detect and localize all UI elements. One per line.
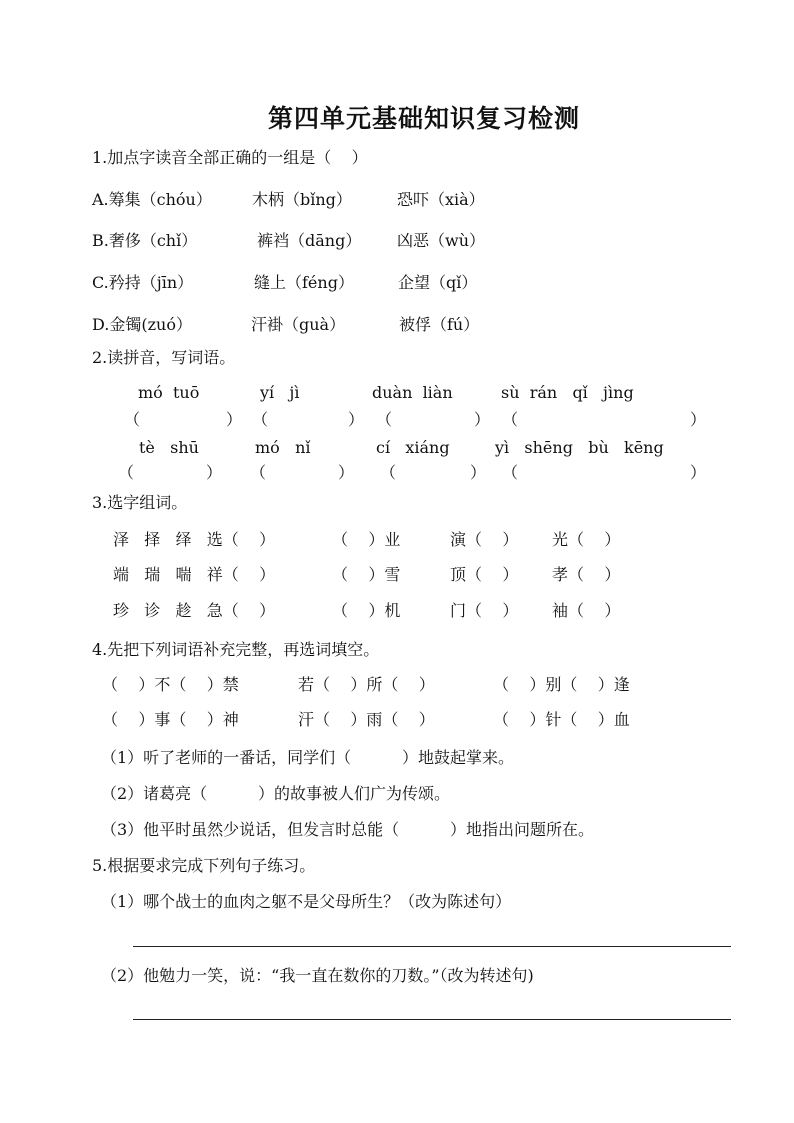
pinyin-duanlian: duàn liàn — [372, 383, 453, 402]
answer-box-2-close: ） — [348, 410, 365, 429]
q4-idiom-5: 汗（ ）雨（ ） — [298, 710, 435, 729]
answer-box-2-open: （ — [252, 410, 269, 429]
q1-option-a-1: A.筹集（chóu） — [92, 190, 212, 209]
answer-box-8-close: ） — [690, 463, 707, 482]
pinyin-motuo: mó tuō — [138, 383, 200, 402]
q1-option-b-2: 裤裆（dāng） — [257, 231, 362, 250]
question-4-stem: 4.先把下列词语补充完整，再选词填空。 — [92, 640, 380, 659]
q3-row1-chars: 泽 择 绎 选（ ） — [113, 530, 276, 549]
q1-option-d-3: 被俘（fú） — [399, 315, 480, 334]
answer-box-6-open: （ — [250, 463, 267, 482]
question-2-stem: 2.读拼音，写词语。 — [92, 348, 236, 367]
q1-option-d-1: D.金镯(zuó） — [92, 315, 192, 334]
answer-box-7-open: （ — [380, 463, 397, 482]
q1-option-c-1: C.矜持（jīn） — [92, 273, 194, 292]
answer-box-1-open: （ — [124, 410, 141, 429]
pinyin-suranqijing: sù rán qǐ jìng — [501, 383, 634, 402]
answer-box-6-close: ） — [338, 463, 355, 482]
q3-row2-blank4: 孝（ ） — [552, 565, 621, 584]
question-5-stem: 5.根据要求完成下列句子练习。 — [92, 856, 316, 875]
q3-row3-blank3: 门（ ） — [450, 601, 519, 620]
answer-box-4-close: ） — [690, 410, 707, 429]
q1-option-d-2: 汗褂（guà） — [251, 315, 346, 334]
pinyin-cixiang: cí xiáng — [376, 438, 450, 457]
q4-idiom-2: 若（ ）所（ ） — [298, 675, 435, 694]
answer-box-4-open: （ — [502, 410, 519, 429]
q5-item-2: （2）他勉力一笑，说：“我一直在数你的刀数。”（改为转述句) — [101, 966, 534, 985]
answer-box-5-close: ） — [206, 463, 223, 482]
question-3-stem: 3.选字组词。 — [92, 493, 188, 512]
pinyin-yishengbukeng: yì shēng bù kēng — [495, 438, 664, 457]
answer-box-8-open: （ — [502, 463, 519, 482]
q3-row1-blank4: 光（ ） — [552, 530, 621, 549]
q3-row1-blank3: 演（ ） — [450, 530, 519, 549]
q1-option-c-2: 缝上（féng） — [254, 273, 354, 292]
q1-option-a-3: 恐吓（xià） — [397, 190, 485, 209]
answer-box-1-close: ） — [226, 410, 243, 429]
pinyin-teshu: tè shū — [139, 438, 199, 457]
question-1-stem: 1.加点字读音全部正确的一组是（ ） — [92, 148, 368, 167]
q4-idiom-6: （ ）针（ ）血 — [493, 710, 630, 729]
q3-row2-chars: 端 瑞 喘 祥（ ） — [113, 565, 276, 584]
q4-idiom-4: （ ）事（ ）神 — [102, 710, 239, 729]
q4-idiom-3: （ ）别（ ）逢 — [493, 675, 630, 694]
answer-box-5-open: （ — [118, 463, 135, 482]
q1-option-b-1: B.奢侈（chǐ） — [92, 231, 198, 250]
q1-option-c-3: 企望（qǐ） — [398, 273, 478, 292]
page-title: 第四单元基础知识复习检测 — [268, 104, 581, 133]
q3-row2-blank2: （ ）雪 — [332, 565, 401, 584]
q4-sentence-1: （1）听了老师的一番话，同学们（ ）地鼓起掌来。 — [101, 748, 515, 767]
q4-sentence-3: （3）他平时虽然少说话，但发言时总能（ ）地指出问题所在。 — [101, 820, 595, 839]
pinyin-moni: mó nǐ — [255, 438, 311, 457]
q5-item-1: （1）哪个战士的血肉之躯不是父母所生？（改为陈述句） — [101, 892, 512, 911]
q5-answer-line-2 — [133, 1019, 731, 1020]
q3-row3-blank4: 袖（ ） — [552, 601, 621, 620]
q5-answer-line-1 — [133, 946, 731, 947]
q1-option-a-2: 木柄（bǐng） — [252, 190, 352, 209]
q4-idiom-1: （ ）不（ ）禁 — [102, 675, 239, 694]
answer-box-3-open: （ — [376, 410, 393, 429]
q3-row3-blank2: （ ）机 — [332, 601, 401, 620]
q3-row1-blank2: （ ）业 — [332, 530, 401, 549]
q3-row3-chars: 珍 诊 趁 急（ ） — [113, 601, 276, 620]
q3-row2-blank3: 顶（ ） — [450, 565, 519, 584]
answer-box-3-close: ） — [474, 410, 491, 429]
pinyin-yiji: yí jì — [260, 383, 300, 402]
answer-box-7-close: ） — [470, 463, 487, 482]
q4-sentence-2: （2）诸葛亮（ ）的故事被人们广为传颂。 — [101, 784, 451, 803]
q1-option-b-3: 凶恶（wù） — [397, 231, 486, 250]
